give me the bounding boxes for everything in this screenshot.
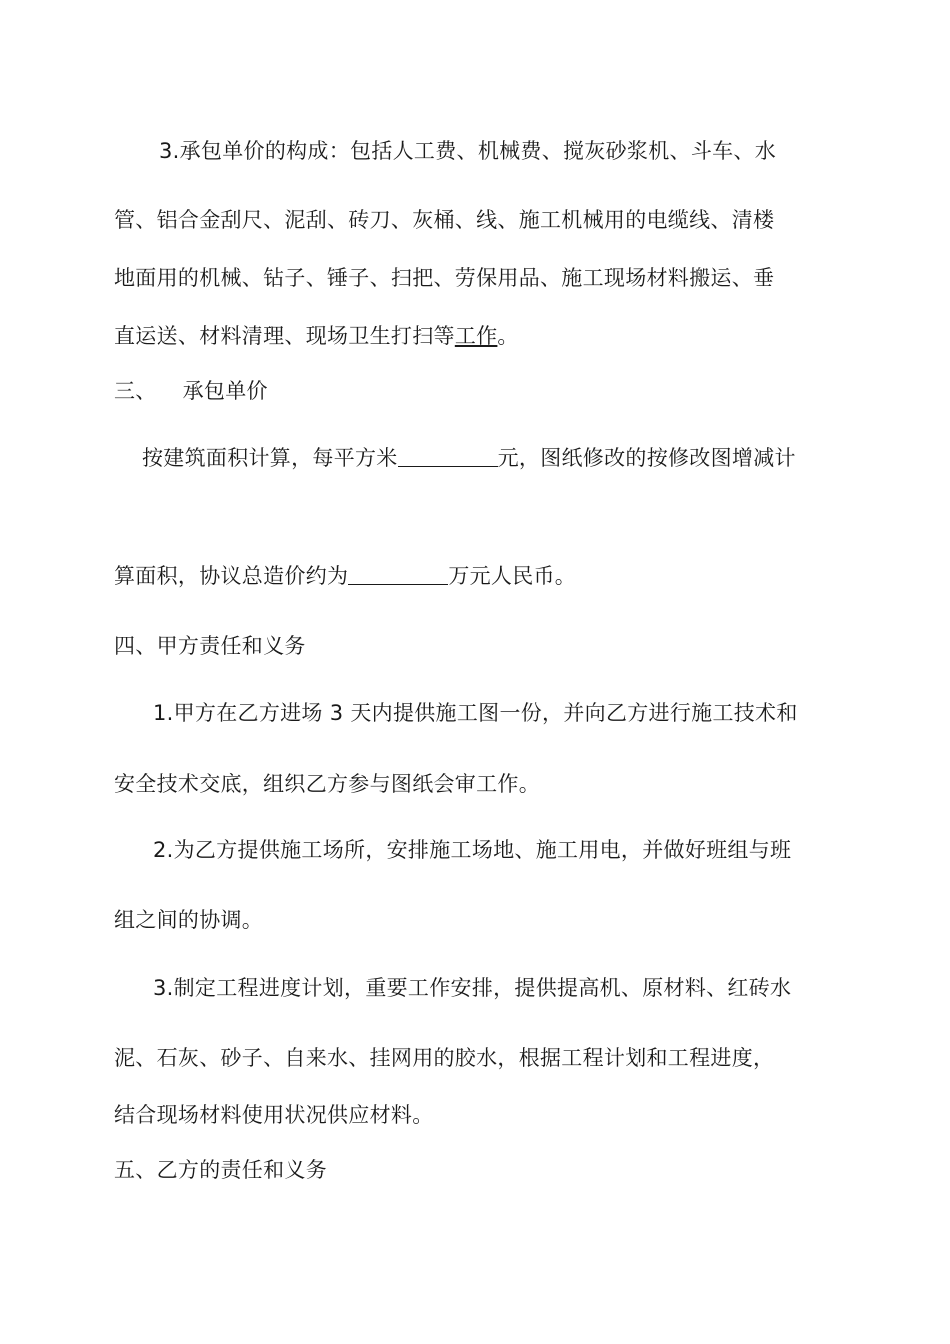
text-run: 。 [497, 324, 519, 348]
unit-price-line2 [114, 562, 576, 590]
section-heading-5: 五、乙方的责任和义务 [114, 1158, 327, 1182]
sec4-item3-line2: 泥、石灰、砂子、自来水、挂网用的胶水，根据工程计划和工程进度， [114, 1046, 775, 1070]
heading-number: 三、 [114, 379, 157, 403]
price-blank-field[interactable] [398, 446, 498, 467]
sec2-item3-line2: 管、铝合金刮尺、泥刮、砖刀、灰桶、线、施工机械用的电缆线、清楼 [114, 208, 775, 232]
section-heading-4: 四、甲方责任和义务 [114, 634, 306, 658]
sec4-item3-line3: 结合现场材料使用状况供应材料。 [114, 1103, 434, 1127]
heading-text: 承包单价 [182, 379, 268, 403]
sec2-item3-line1: 3.承包单价的构成：包括人工费、机械费、搅灰砂浆机、斗车、水 [159, 139, 777, 163]
sec4-item3-line1: 3.制定工程进度计划，重要工作安排，提供提高机、原材料、红砖水 [153, 976, 792, 1000]
total-price-blank-field[interactable] [348, 564, 448, 585]
sec2-item3-line4 [114, 322, 519, 350]
unit-price-line1 [142, 444, 796, 472]
text-run: 按建筑面积计算，每平方米 [142, 446, 398, 470]
sec2-item3-line3: 地面用的机械、钻子、锤子、扫把、劳保用品、施工现场材料搬运、垂 [114, 266, 775, 290]
sec4-item2-line1: 2.为乙方提供施工场所，安排施工场地、施工用电，并做好班组与班 [153, 838, 792, 862]
sec4-item2-line2: 组之间的协调。 [114, 908, 264, 932]
text-run: 元，图纸修改的按修改图增减计 [497, 446, 796, 470]
text-run: 直运送、材料清理、现场卫生打扫等 [114, 324, 455, 348]
sec4-item1-line1: 1.甲方在乙方进场 3 天内提供施工图一份，并向乙方进行施工技术和 [153, 701, 798, 725]
text-run: 算面积，协议总造价约为 [114, 564, 349, 588]
underlined-term: 工作 [454, 324, 498, 348]
text-run: 万元人民币。 [448, 564, 577, 588]
sec4-item1-line2: 安全技术交底，组织乙方参与图纸会审工作。 [114, 772, 540, 796]
section-heading-3 [114, 377, 268, 405]
